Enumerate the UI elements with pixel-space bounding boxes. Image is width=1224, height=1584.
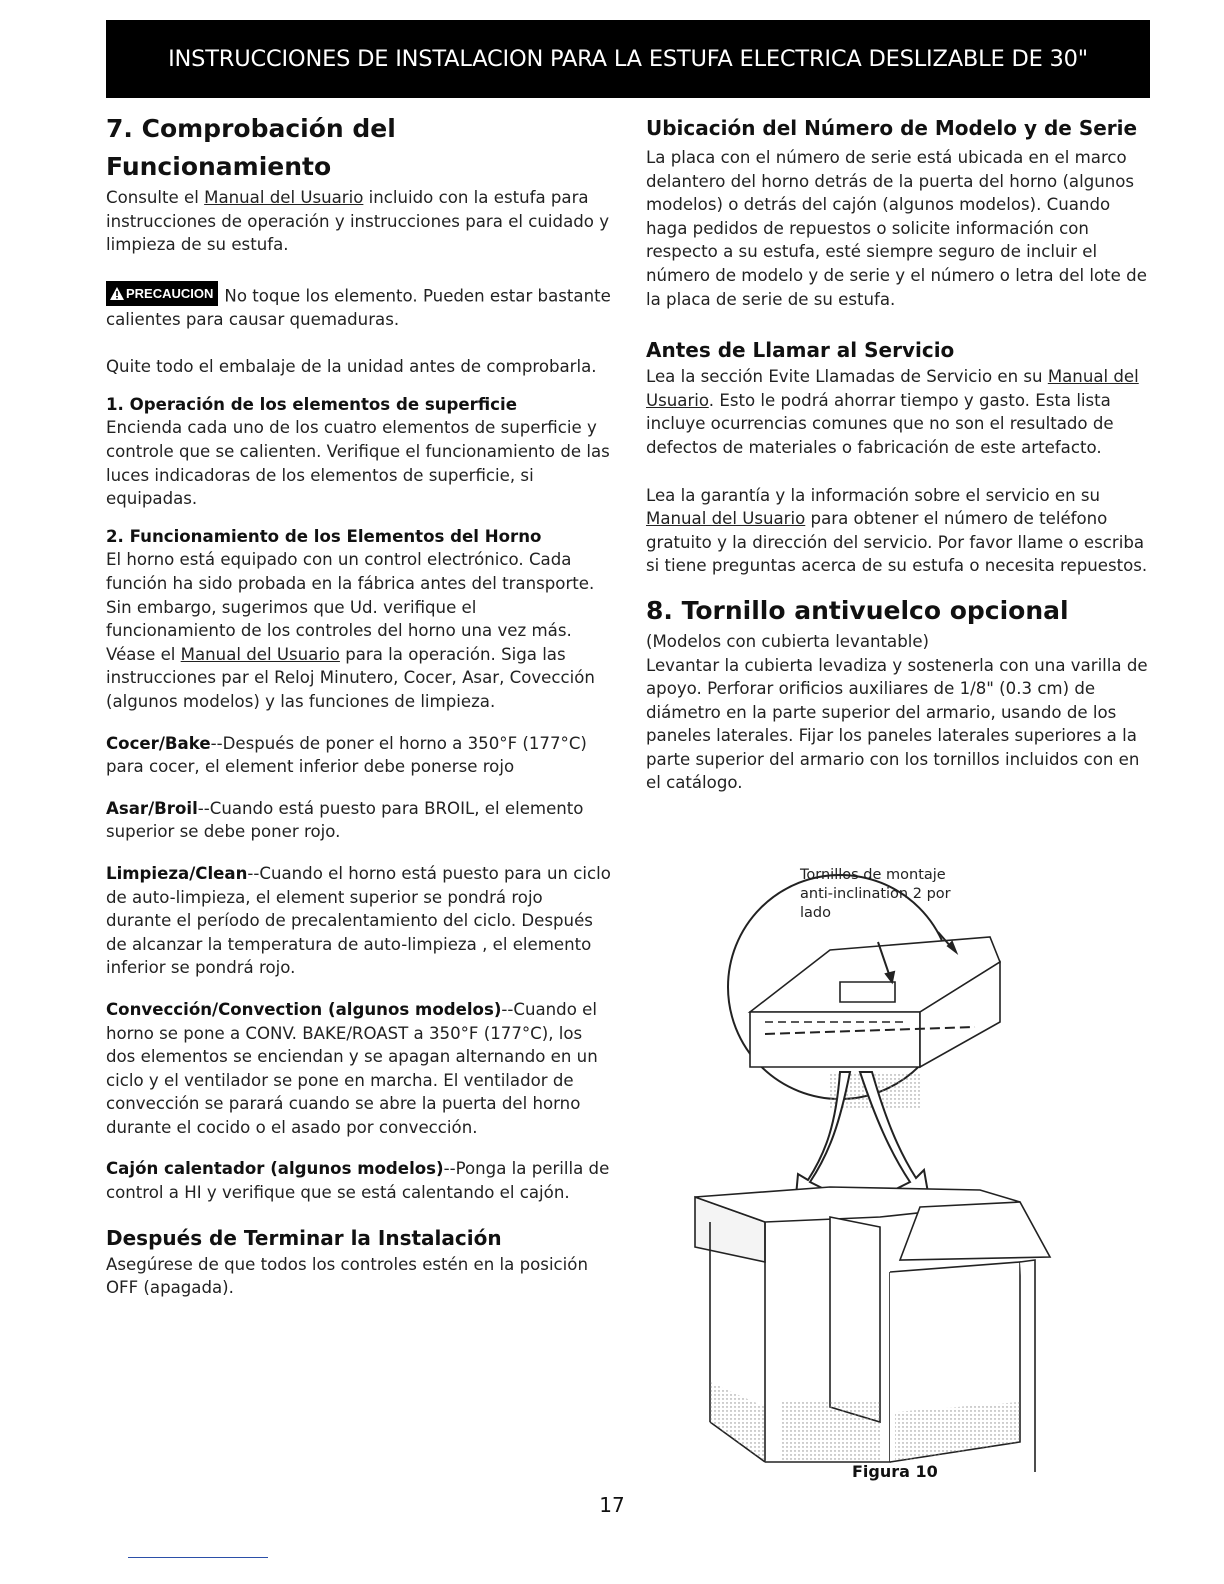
clean-paragraph: Limpieza/Clean--Cuando el horno está puesto para un ciclo de auto-limpieza, el element superior se pondrá rojo durante el período de precalentamiento del ciclo. Después de alcanzar la temperatura de auto-limpieza , el elemento inferior se pondrá rojo.	[106, 863, 611, 978]
remove-packaging-text: Quite todo el embalaje de la unidad antes de comprobarla.	[106, 357, 597, 377]
subsection-1-title: 1. Operación de los elementos de superficie	[106, 394, 517, 414]
warming-drawer-paragraph: Cajón calentador (algunos modelos)--Ponga la perilla de control a HI y verifique que se está calentando el cajón.	[106, 1159, 610, 1203]
serial-location-title: Ubicación del Número de Modelo y de Serie	[646, 116, 1138, 140]
figure-callout: Tornillos de montaje anti-inclination 2 por lado	[800, 867, 951, 921]
figure-label: Figura 10	[852, 1462, 938, 1481]
subsection-2-text: El horno está equipado con un control electrónico. Cada función ha sido probada en la fábrica antes del transporte. Sin embargo, sugerimos que Ud. verifique el funcionamiento de los controles del horno una vez más. Véase el Manual del Usuario para la operación. Siga las instrucciones par el Reloj Minutero, Cocer, Asar, Covección (algunos modelos) y las funciones de limpieza.	[106, 550, 595, 711]
cabinet-drawing	[695, 1187, 1050, 1472]
subsection-1-text: Encienda cada uno de los cuatro elementos de superficie y controle que se calienten. Verifique el funcionamiento de las luces indicadoras de los elementos de superficie, si equipadas.	[106, 418, 610, 509]
caution-badge: PRECAUCION	[106, 281, 218, 307]
section-8-text: Levantar la cubierta levadiza y sostenerla con una varilla de apoyo. Perforar orificios auxiliares de 1/8" (0.3 cm) de diámetro en la parte superior del armario, usando de los paneles laterales. Fijar los paneles laterales superiores a la parte superior del armario con los tornillos incluidos con en el catálogo.	[646, 655, 1148, 793]
right-column	[646, 110, 1154, 795]
serial-location-text: La placa con el número de serie está ubicada en el marco delantero del horno detrás de la puerta del horno (algunos modelos) o detrás del cajón (algunos modelos). Cuando haga pedidos de repuestos o solicite información con respecto a su estufa, esté siempre seguro de incluir el número de modelo y de serie y el número o letra del lote de la placa de serie de su estufa.	[646, 148, 1147, 309]
footer-divider	[128, 1557, 268, 1558]
header-banner: INSTRUCCIONES DE INSTALACION PARA LA ESTUFA ELECTRICA DESLIZABLE DE 30"	[106, 20, 1150, 98]
warning-triangle-icon	[110, 287, 124, 300]
before-service-title: Antes de Llamar al Servicio	[646, 338, 955, 363]
subsection-2-title: 2. Funcionamiento de los Elementos del Horno	[106, 526, 542, 546]
after-install-title: Después de Terminar la Instalación	[106, 1225, 502, 1250]
bake-paragraph: Cocer/Bake--Después de poner el horno a 350°F (177°C) para cocer, el element inferior debe ponerse rojo	[106, 733, 587, 777]
page-number: 17	[599, 1493, 625, 1517]
left-column	[106, 110, 611, 1300]
anti-tip-figure	[690, 862, 1060, 1502]
section-8-title: 8. Tornillo antivuelco opcional	[646, 595, 1069, 625]
section-8-subtitle: (Modelos con cubierta levantable)	[646, 631, 930, 651]
convection-paragraph: Convección/Convection (algunos modelos)--Cuando el horno se pone a CONV. BAKE/ROAST a 350°F (177°C), los dos elementos se enciendan y se apagan alternando en un ciclo y el ventilador se pone en marcha. El ventilador de convección se parará cuando se abre la puerta del horno durante el cocido o el asado por convección.	[106, 999, 598, 1137]
caution-note: PRECAUCION No toque los elemento. Pueden estar bastante calientes para causar quemaduras.	[106, 281, 611, 331]
section-7-intro: Consulte el Manual del Usuario incluido con la estufa para instrucciones de operación y instrucciones para el cuidado y limpieza de su estufa.	[106, 188, 610, 255]
warranty-text: Lea la garantía y la información sobre el servicio en su Manual del Usuario para obtener el número de teléfono gratuito y la dirección del servicio. Por favor llame o escriba si tiene preguntas acerca de su estufa o necesita repuestos.	[646, 485, 1148, 576]
broil-paragraph: Asar/Broil--Cuando está puesto para BROIL, el elemento superior se debe poner rojo.	[106, 798, 584, 842]
section-7-title: 7. Comprobación del Funcionamiento	[106, 114, 396, 181]
after-install-text: Asegúrese de que todos los controles estén en la posición OFF (apagada).	[106, 1254, 588, 1298]
before-service-text: Lea la sección Evite Llamadas de Servicio en su Manual del Usuario. Esto le podrá ahorrar tiempo y gasto. Esta lista incluye ocurrencias comunes que no son el resultado de defectos de materiales o fabricación de este artefacto.	[646, 367, 1139, 457]
manual-link[interactable]: Manual del Usuario	[646, 367, 1139, 410]
manual-link[interactable]: Manual del Usuario	[646, 509, 806, 529]
manual-link[interactable]: Manual del Usuario	[180, 644, 340, 664]
manual-link[interactable]: Manual del Usuario	[204, 188, 364, 207]
